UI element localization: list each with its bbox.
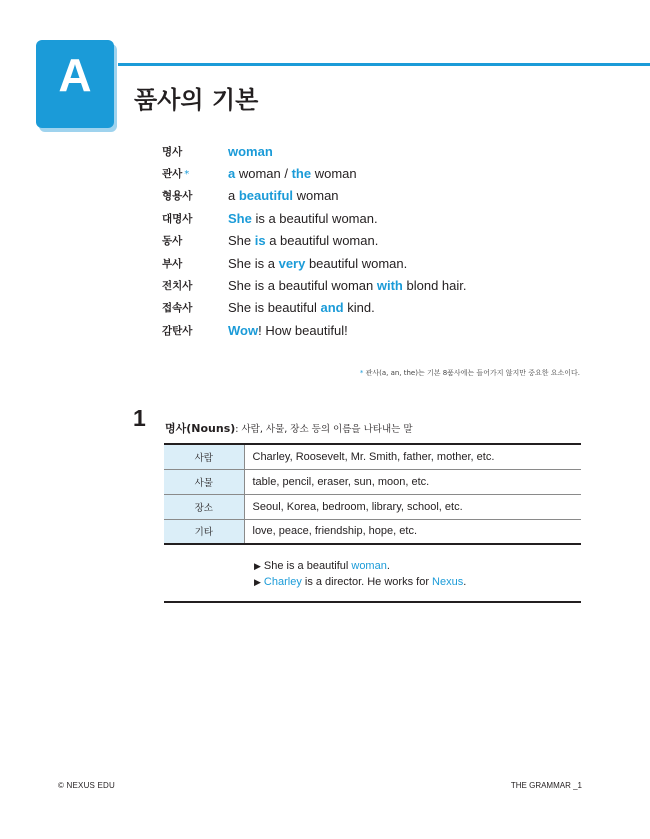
part-label [162, 211, 228, 226]
topic-heading [165, 419, 413, 437]
example-text: a [228, 188, 239, 204]
example-text: She [228, 233, 255, 249]
example-text: woman [293, 188, 339, 204]
noun-examples-cell: Seoul, Korea, bedroom, library, school, etc. [244, 494, 581, 519]
example-sentences [254, 558, 466, 590]
noun-examples-cell: table, pencil, eraser, sun, moon, etc. [244, 469, 581, 494]
part-label [162, 144, 228, 159]
part-of-speech-row [162, 319, 602, 341]
topic-description: : 사람, 사물, 장소 등의 이름을 나타내는 말 [235, 424, 413, 435]
part-of-speech-row [162, 162, 602, 184]
example-text: She is a beautiful [263, 560, 352, 572]
example-text: She is a beautiful woman [228, 278, 377, 294]
example-sentence [254, 558, 466, 574]
example-text: ! How beautiful! [258, 322, 348, 338]
part-example [228, 188, 339, 203]
part-label-text: 관사 [162, 168, 183, 181]
part-label-text: 명사 [162, 145, 183, 158]
example-text: a beautiful woman. [265, 233, 379, 249]
part-label [162, 323, 228, 338]
example-text: woman [311, 166, 357, 182]
part-label [162, 188, 228, 203]
part-label-text: 부사 [162, 257, 183, 270]
footer-publisher: © NEXUS EDU [58, 781, 115, 790]
highlight-word: woman [228, 143, 273, 159]
parts-of-speech-list [162, 140, 602, 342]
part-example [228, 300, 375, 315]
example-text: . [386, 560, 390, 572]
noun-examples-cell: Charley, Roosevelt, Mr. Smith, father, mother, etc. [244, 444, 581, 469]
part-label [162, 166, 228, 181]
highlight-word: Charley [263, 576, 302, 588]
page-title: 품사의 기본 [134, 86, 259, 114]
part-label-text: 전치사 [162, 280, 193, 293]
noun-category-cell: 기타 [164, 519, 244, 544]
part-label-text: 대명사 [162, 212, 193, 225]
example-text: beautiful woman. [305, 255, 408, 271]
example-sentence [254, 574, 466, 590]
highlight-word: is [254, 233, 266, 249]
highlight-word: Wow [228, 322, 259, 338]
highlight-word: woman [351, 560, 387, 572]
example-text: kind. [343, 300, 375, 316]
footnote-text: 관사(a, an, the)는 기본 8품사에는 들어가지 않지만 중요한 요소이다. [365, 369, 580, 377]
noun-table [164, 443, 581, 545]
part-of-speech-row [162, 185, 602, 207]
part-label-text: 동사 [162, 235, 183, 248]
example-text: is a director. He works for [301, 576, 433, 588]
part-label-text: 감탄사 [162, 324, 193, 337]
table-row [164, 469, 581, 494]
header-rule [118, 63, 650, 66]
triangle-bullet-icon: ▶ [254, 577, 261, 587]
bottom-rule [164, 601, 581, 603]
example-text: blond hair. [402, 278, 467, 294]
example-text: . [463, 576, 467, 588]
part-example [228, 166, 357, 181]
highlight-word: the [291, 166, 312, 182]
footnote-star: * [359, 369, 364, 377]
part-of-speech-row [162, 274, 602, 296]
part-example [228, 233, 378, 248]
part-of-speech-row [162, 140, 602, 162]
topic-title: 명사(Nouns) [165, 422, 236, 435]
part-example [228, 211, 378, 226]
table-row [164, 519, 581, 544]
example-text: is a beautiful woman. [251, 210, 378, 226]
highlight-word: very [278, 255, 306, 271]
part-label [162, 256, 228, 271]
part-of-speech-row [162, 297, 602, 319]
triangle-bullet-icon: ▶ [254, 561, 261, 571]
part-of-speech-row [162, 252, 602, 274]
table-row [164, 444, 581, 469]
highlight-word: with [376, 278, 403, 294]
part-label [162, 233, 228, 248]
part-label [162, 278, 228, 293]
topic-number: 1 [133, 405, 146, 431]
highlight-word: She [228, 210, 252, 226]
section-letter: A [58, 49, 92, 101]
footer-page-label: THE GRAMMAR _1 [510, 781, 582, 790]
highlight-word: beautiful [238, 188, 294, 204]
noun-category-cell: 장소 [164, 494, 244, 519]
part-label [162, 300, 228, 315]
part-example [228, 144, 273, 159]
highlight-word: and [320, 300, 344, 316]
footnote [334, 368, 580, 378]
noun-examples-cell: love, peace, friendship, hope, etc. [252, 525, 417, 538]
table-row [164, 494, 581, 519]
example-text: She is a [228, 255, 279, 271]
highlight-word: a [228, 166, 236, 182]
part-example [228, 256, 407, 271]
noun-category-cell: 사람 [164, 444, 244, 469]
asterisk-mark: * [184, 169, 190, 181]
highlight-word: Nexus [432, 576, 464, 588]
part-of-speech-row [162, 230, 602, 252]
part-example [228, 278, 466, 293]
part-example [228, 323, 348, 338]
example-text: She is beautiful [228, 300, 321, 316]
example-text: woman / [235, 166, 292, 182]
part-label-text: 접속사 [162, 302, 193, 315]
noun-category-cell: 사물 [164, 469, 244, 494]
part-label-text: 형용사 [162, 190, 193, 203]
part-of-speech-row [162, 207, 602, 229]
section-badge [36, 40, 114, 128]
